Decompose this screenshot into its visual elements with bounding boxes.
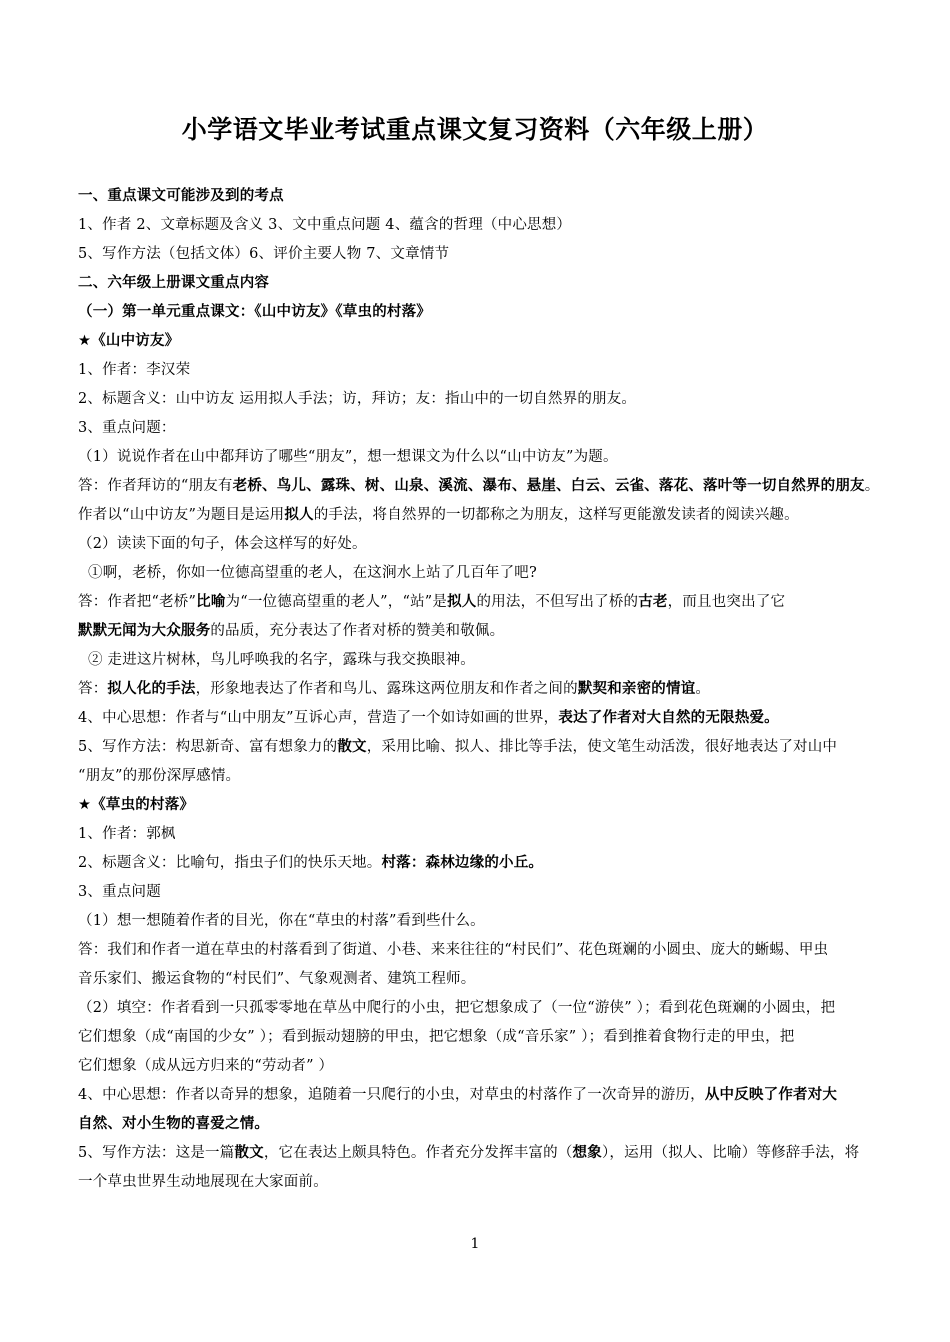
answer-line: 答：我们和作者一道在草虫的村落看到了街道、小巷、来来往往的“村民们”、花色斑斓的小圆虫、庞大的蜥蜴、甲虫 xyxy=(78,942,829,958)
text-run: 的手法，将自然界的一切都称之为朋友，这样写更能激发读者的阅读兴趣。 xyxy=(313,507,799,523)
text-line: 3、重点问题 xyxy=(78,884,161,900)
text-line xyxy=(78,1139,900,1168)
text-line xyxy=(78,1081,900,1110)
answer-line: 音乐家们、搬运食物的“村民们”、气象观测者、建筑工程师。 xyxy=(78,971,476,987)
text-line: 5、写作方法（包括文体）6、评价主要人物 7、文章情节 xyxy=(78,246,450,262)
quote-line: ② 走进这片树林，鸟儿呼唤我的名字，露珠与我交换眼神。 xyxy=(88,652,476,668)
bold-run: 村落：森林边缘的小丘。 xyxy=(381,855,544,871)
bold-run: 自然、对小生物的喜爱之情。 xyxy=(78,1116,270,1132)
text-line: 3、重点问题： xyxy=(78,420,176,436)
bold-run: 拟人 xyxy=(447,594,477,610)
text-run: 4、中心思想：作者以奇异的想象，追随着一只爬行的小虫，对草虫的村落作了一次奇异的游历， xyxy=(78,1087,705,1103)
text-run: 答：作者拜访的“朋友有 xyxy=(78,478,233,494)
lesson-heading-caochongdecunluo: ★《草虫的村落》 xyxy=(78,797,195,813)
text-run: ，形象地表达了作者和鸟儿、露珠这两位朋友和作者之间的 xyxy=(195,681,578,697)
question-line: （1）想一想随着作者的目光，你在“草虫的村落”看到些什么。 xyxy=(78,913,485,929)
text-run: 的用法，不但写出了桥的 xyxy=(476,594,639,610)
answer-line: 它们想象（成从远方归来的“劳动者” ） xyxy=(78,1058,334,1074)
text-run: 的品质，充分表达了作者对桥的赞美和敬佩。 xyxy=(210,623,505,639)
quote-line: ①啊，老桥，你如一位德高望重的老人，在这涧水上站了几百年了吧? xyxy=(88,565,537,581)
answer-line xyxy=(78,472,900,501)
bold-run: 默默无闻为大众服务 xyxy=(78,623,211,639)
text-run: ，采用比喻、拟人、排比等手法，使文笔生动活泼，很好地表达了对山中 xyxy=(366,739,838,755)
text-line xyxy=(78,733,900,762)
bold-run: 比喻 xyxy=(196,594,226,610)
bold-run: 拟人化的手法 xyxy=(107,681,196,697)
answer-line xyxy=(78,588,900,617)
text-line: 1、作者：李汉荣 xyxy=(78,362,191,378)
question-line: （2）读读下面的句子，体会这样写的好处。 xyxy=(78,536,367,552)
text-line: 1、作者 2、文章标题及含义 3、文中重点问题 4、蕴含的哲理（中心思想） xyxy=(78,217,572,233)
text-line: 1、作者：郭枫 xyxy=(78,826,176,842)
text-run: 5、写作方法：这是一篇 xyxy=(78,1145,235,1161)
text-run: 作者以“山中访友”为题目是运用 xyxy=(78,507,285,523)
text-run: ，它在表达上颇具特色。作者充分发挥丰富的（ xyxy=(263,1145,573,1161)
text-run: 4、中心思想：作者与“山中朋友”互诉心声，营造了一个如诗如画的世界， xyxy=(78,710,559,726)
text-line: 2、标题含义：山中访友 运用拟人手法；访，拜访；友：指山中的一切自然界的朋友。 xyxy=(78,391,637,407)
page-number: 1 xyxy=(470,1236,480,1252)
text-line: 一个草虫世界生动地展现在大家面前。 xyxy=(78,1174,328,1190)
bold-run: 老桥、鸟儿、露珠、树、山泉、溪流、瀑布、悬崖、白云、云雀、落花、落叶等一切自然界的朋友 xyxy=(232,478,865,494)
lesson-heading-shanzhongfangyou: ★《山中访友》 xyxy=(78,333,180,349)
question-line: （1）说说作者在山中都拜访了哪些“朋友”，想一想课文为什么以“山中访友”为题。 xyxy=(78,449,618,465)
text-line: “朋友”的那份深厚感情。 xyxy=(78,768,241,784)
section-heading-2: 二、六年级上册课文重点内容 xyxy=(78,275,270,291)
section-heading-1: 一、重点课文可能涉及到的考点 xyxy=(78,188,284,204)
answer-line xyxy=(78,675,900,704)
answer-line xyxy=(78,501,900,530)
bold-run: 默契和亲密的情谊 xyxy=(577,681,696,697)
text-run: 。 xyxy=(695,681,711,697)
text-line xyxy=(78,1110,900,1139)
answer-line xyxy=(78,617,900,646)
bold-run: 表达了作者对大自然的无限热爱。 xyxy=(558,710,779,726)
answer-line: （2）填空：作者看到一只孤零零地在草丛中爬行的小虫，把它想象成了（一位“游侠” ）；看到花色斑斓的小圆虫，把 xyxy=(78,1000,836,1016)
bold-run: 散文 xyxy=(234,1145,264,1161)
text-run: 为“一位德高望重的老人”，“站”是 xyxy=(225,594,448,610)
text-run: 。 xyxy=(864,478,880,494)
text-run: 答：作者把“老桥” xyxy=(78,594,197,610)
document-body xyxy=(78,182,900,1197)
text-line xyxy=(78,704,900,733)
bold-run: 散文 xyxy=(337,739,367,755)
bold-run: 从中反映了作者对大 xyxy=(704,1087,838,1103)
document-title: 小学语文毕业考试重点课文复习资料（六年级上册） xyxy=(181,115,769,144)
text-run: ），运用（拟人、比喻）等修辞手法，将 xyxy=(601,1145,860,1161)
text-line xyxy=(78,849,900,878)
text-run: ，而且也突出了它 xyxy=(667,594,786,610)
text-run: 答： xyxy=(78,681,108,697)
text-run: 2、标题含义：比喻句，指虫子们的快乐天地。 xyxy=(78,855,382,871)
unit-heading: （一）第一单元重点课文：《山中访友》《草虫的村落》 xyxy=(78,304,431,320)
answer-line: 它们想象（成“南国的少女” ）；看到振动翅膀的甲虫，把它想象（成“音乐家” ）；看到推着食物行走的甲虫，把 xyxy=(78,1029,795,1045)
bold-run: 拟人 xyxy=(284,507,314,523)
bold-run: 想象 xyxy=(572,1145,602,1161)
text-run: 5、写作方法：构思新奇、富有想象力的 xyxy=(78,739,338,755)
bold-run: 古老 xyxy=(638,594,668,610)
